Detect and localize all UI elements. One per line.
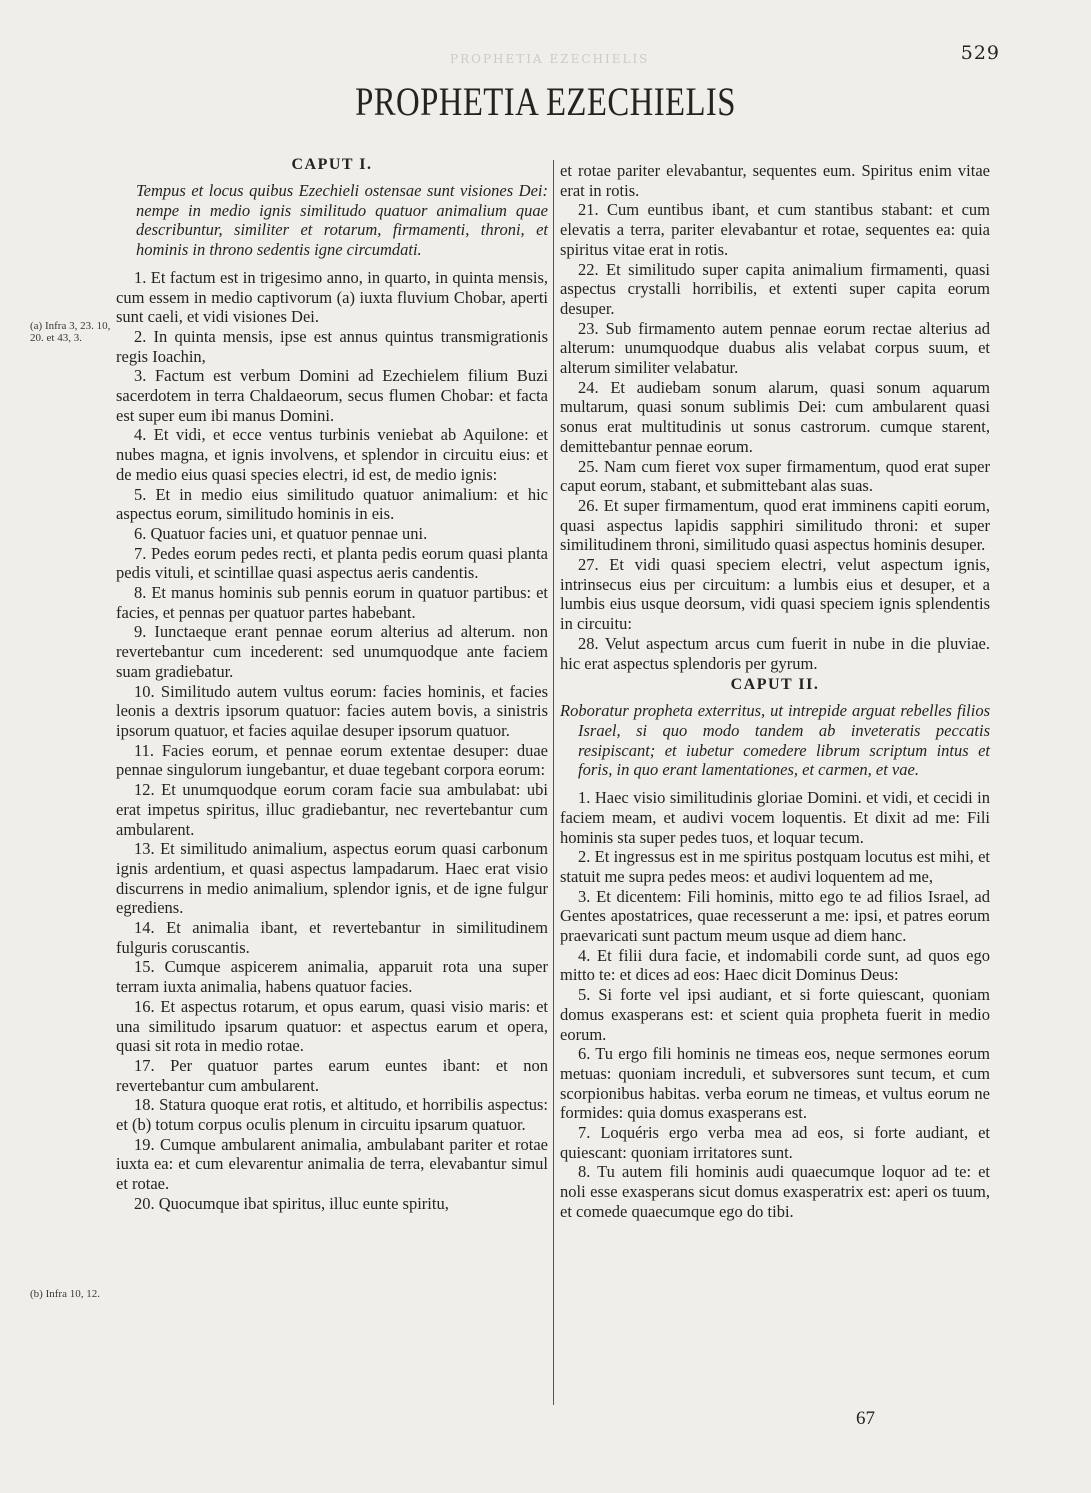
margin-note-b: (b) Infra 10, 12.: [30, 1288, 100, 1300]
verse: 13. Et similitudo animalium, aspectus eorum quasi carbonum ignis ardentium, et quasi aspectus lampadarum. Haec erat visio discurrens in medio animalium, splendor ignis, et de igne fulgur egrediens.: [116, 839, 548, 918]
verse: 8. Tu autem fili hominis audi quaecumque loquor ad te: et noli esse exasperans sicut domus exasperatrix est: aperi os tuum, et comede quaecumque ego do tibi.: [560, 1162, 990, 1221]
right-column: [560, 161, 990, 1222]
verse: 14. Et animalia ibant, et revertebantur in similitudinem fulguris coruscantis.: [116, 918, 548, 957]
verse: 11. Facies eorum, et pennae eorum extentae desuper: duae pennae singulorum iungebantur, et duae tegebant corpora eorum:: [116, 740, 548, 780]
verse: 25. Nam cum fieret vox super firmamentum, quod erat super caput eorum, stabant, et submittebant alas suas.: [560, 456, 990, 496]
verse: 22. Et similitudo super capita animalium firmamenti, quasi aspectus crystalli horribilis, et extenti super capita eorum desuper.: [560, 259, 990, 318]
verse-continuation: et rotae pariter elevabantur, sequentes eum. Spiritus enim vitae erat in rotis.: [560, 161, 990, 200]
verse: 9. Iunctaeque erant pennae eorum alterius ad alterum. non revertebantur cum incederent: sed unumquodque ante faciem suam gradiebatur.: [116, 622, 548, 681]
verse: 27. Et vidi quasi speciem electri, velut aspectum ignis, intrinsecus eius per circuitum: a lumbis eius et desuper, et a lumbis eius usque deorsum, vidi quasi speciem ignis splendentis in circuitu:: [560, 555, 990, 634]
verse: 17. Per quatuor partes earum euntes ibant: et non revertebantur cum ambularent.: [116, 1055, 548, 1095]
verse: 7. Loquéris ergo verba mea ad eos, si forte audiant, et quiescant: quoniam irritatores sunt.: [560, 1123, 990, 1162]
verse: 8. Et manus hominis sub pennis eorum in quatuor partibus: et facies, et pennas per quatuor partes habebant.: [116, 583, 548, 622]
margin-note-a: (a) Infra 3, 23. 10, 20. et 43, 3.: [30, 320, 111, 344]
verse: 1. Haec visio similitudinis gloriae Domini. et vidi, et cecidi in faciem meam, et audivi vocem loquentis. Et dixit ad me: Fili hominis sta super pedes tuos, et loquar tecum.: [560, 788, 990, 847]
chapter-heading-2: CAPUT II.: [730, 676, 820, 694]
left-column: [116, 155, 548, 1214]
verse: 15. Cumque aspicerem animalia, apparuit rota una super terram iuxta animalia, habens quatuor facies.: [116, 957, 548, 997]
verse: 2. Et ingressus est in me spiritus postquam locutus est mihi, et statuit me supra pedes meos: et audivi loquentem ad me,: [560, 847, 990, 886]
verse: 5. Et in medio eius similitudo quatuor animalium: et hic aspectus eorum, similitudo hominis in eis.: [116, 484, 548, 524]
verse: 3. Et dicentem: Fili hominis, mitto ego te ad filios Israel, ad Gentes apostatrices, quae recesserunt a me: ipsi, et patres eorum praevaricati sunt pactum meum usque ad diem hanc.: [560, 886, 990, 946]
verse: 24. Et audiebam sonum alarum, quasi sonum aquarum multarum, quasi sonum sublimis Dei: cum ambularent quasi sonus erat multitudinis ut sonus castrorum. cumque starent, demittebantur pennae eorum.: [560, 377, 990, 456]
verse: 19. Cumque ambularent animalia, ambulabant pariter et rotae iuxta ea: et cum elevarentur animalia de terra, elevabantur simul et rotae.: [116, 1134, 548, 1194]
verse: 7. Pedes eorum pedes recti, et planta pedis eorum quasi planta pedis vituli, et scintillae quasi aspectus aeris candentis.: [116, 543, 548, 583]
chapter-summary-1: Tempus et locus quibus Ezechieli ostensae sunt visiones Dei: nempe in medio ignis similitudo quatuor animalium quae describuntur, similiter et rotarum, firmamenti, throni, et hominis in throno sedentis igne circumdati.: [136, 181, 548, 260]
ghost-running-head: PROPHETIA EZECHIELIS: [450, 52, 650, 66]
page-title: PROPHETIA EZECHIELIS: [355, 79, 736, 124]
chapter-heading-1: CAPUT I.: [291, 156, 373, 173]
verse: 4. Et filii dura facie, et indomabili corde sunt, ad quos ego mitto te: et dices ad eos: Haec dicit Dominus Deus:: [560, 945, 990, 985]
verse: 6. Quatuor facies uni, et quatuor pennae uni.: [134, 523, 428, 543]
verse: 5. Si forte vel ipsi audiant, et si forte quiescant, quoniam domus exasperans est: et scient quia propheta fuerit in medio eorum.: [560, 985, 990, 1044]
verse: 28. Velut aspectum arcus cum fuerit in nube in die pluviae. hic erat aspectus splendoris per gyrum.: [560, 633, 990, 673]
verse: 21. Cum euntibus ibant, et cum stantibus stabant: et cum elevatis a terra, pariter elevabantur et rotae, sequentes ea: quia spiritus vitae erat in rotis.: [560, 200, 990, 259]
verse: 16. Et aspectus rotarum, et opus earum, quasi visio maris: et una similitudo ipsarum quatuor: et aspectus earum et opera, quasi sit rota in medio rotae.: [116, 996, 548, 1056]
verse: 12. Et unumquodque eorum coram facie sua ambulabat: ubi erat impetus spiritus, illuc gradiebantur, nec revertebantur cum ambularent.: [116, 780, 548, 839]
verse: 26. Et super firmamentum, quod erat imminens capiti eorum, quasi aspectus lapidis sapphiri similitudo throni: et super similitudinem throni, similitudo quasi aspectus hominis desuper.: [560, 495, 990, 555]
verse: 2. In quinta mensis, ipse est annus quintus transmigrationis regis Ioachin,: [116, 326, 548, 366]
signature-number: 67: [856, 1408, 875, 1429]
verse: 18. Statura quoque erat rotis, et altitudo, et horribilis aspectus: et (b) totum corpus oculis plenum in circuitu ipsarum quatuor.: [116, 1095, 548, 1135]
verse: 4. Et vidi, et ecce ventus turbinis veniebat ab Aquilone: et nubes magna, et ignis involvens, et splendor in circuitu eius: et de medio eius quasi species electri, id est, de medio ignis:: [116, 425, 548, 484]
verse: 10. Similitudo autem vultus eorum: facies hominis, et facies leonis a dextris ipsorum quatuor: facies autem bovis, a sinistris ipsorum quatuor, et facies aquilae desuper ipsorum quatuor.: [116, 681, 548, 740]
column-divider: [553, 160, 554, 1405]
verse: 3. Factum est verbum Domini ad Ezechielem filium Buzi sacerdotem in terra Chaldaeorum, secus flumen Chobar: et facta est super eum ibi manus Domini.: [116, 366, 548, 425]
verse: 1. Et factum est in trigesimo anno, in quarto, in quinta mensis, cum essem in medio captivorum (a) iuxta fluvium Chobar, aperti sunt caeli, et vidi visiones Dei.: [116, 267, 548, 327]
page-number: 529: [960, 42, 1000, 64]
verse: 6. Tu ergo fili hominis ne timeas eos, neque sermones eorum metuas: quoniam increduli, et subversores sunt tecum, et cum scorpionibus habitas. verba eorum ne timeas, et vultus eorum ne formides: quia domus exasperans est.: [560, 1044, 990, 1123]
verse: 23. Sub firmamento autem pennae eorum rectae alterius ad alterum: unumquodque duabus alis velabat corpus suum, et alterum similiter velabatur.: [560, 318, 990, 378]
chapter-summary-2: Roboratur propheta exterritus, ut intrepide arguat rebelles filios Israel, si quo modo tandem ab inveteratis peccatis resipiscant; et iubetur comedere librum scriptum intus et foris, in quo erant lamentationes, et carmen, et vae.: [560, 701, 990, 780]
verse: 20. Quocumque ibat spiritus, illuc eunte spiritu,: [134, 1193, 449, 1213]
